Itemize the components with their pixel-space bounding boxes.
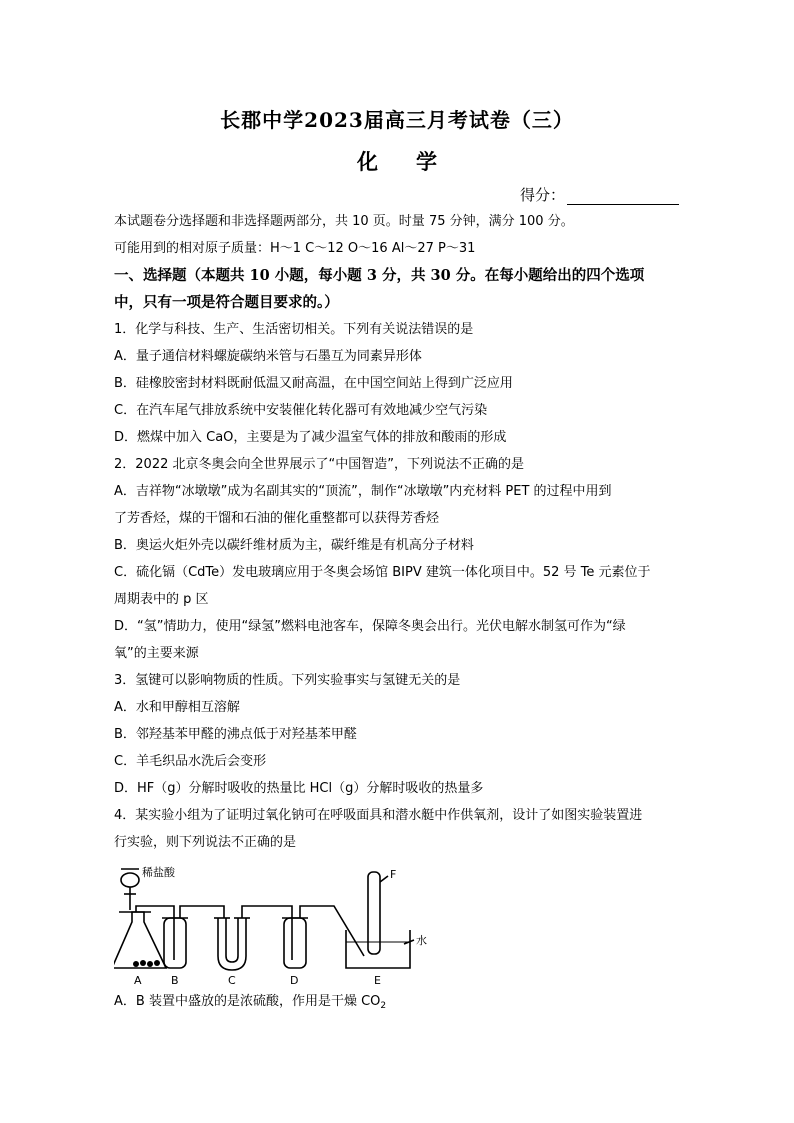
q1-option-c: C．在汽车尾气排放系统中安装催化转化器可有效地减少空气污染 xyxy=(114,403,488,418)
label-c: C xyxy=(228,974,236,987)
intro-line-2: 可能用到的相对原子质量：H～1 C～12 O～16 Al～27 P～31 xyxy=(114,241,476,256)
score-field[interactable] xyxy=(520,184,679,205)
q4-option-a-text: A．B 装置中盛放的是浓硫酸，作用是干燥 CO xyxy=(114,994,381,1009)
q2-option-d-line-2: 氧”的主要来源 xyxy=(114,646,199,661)
intro-line-1: 本试题卷分选择题和非选择题两部分，共 10 页。时量 75 分钟，满分 100 分。 xyxy=(114,214,574,229)
q2-stem: 2．2022 北京冬奥会向全世界展示了“中国智造”，下列说法不正确的是 xyxy=(114,457,524,472)
q2-option-b: B．奥运火炬外壳以碳纤维材质为主，碳纤维是有机高分子材料 xyxy=(114,538,474,553)
label-a: A xyxy=(134,974,142,987)
q1-option-a: A．量子通信材料螺旋碳纳米管与石墨互为同素异形体 xyxy=(114,349,422,364)
q3-option-d: D．HF（g）分解时吸收的热量比 HCl（g）分解时吸收的热量多 xyxy=(114,781,484,796)
flask-a xyxy=(114,912,166,968)
q4-stem-line-1: 4．某实验小组为了证明过氧化钠可在呼吸面具和潜水艇中作供氧剂，设计了如图实验装置进 xyxy=(114,808,643,823)
score-label: 得分： xyxy=(520,186,566,204)
q2-option-a-line-2: 了芳香烃，煤的干馏和石油的催化重整都可以获得芳香烃 xyxy=(114,511,440,526)
apparatus-figure xyxy=(114,856,684,988)
label-b: B xyxy=(171,974,179,987)
q2-option-c-line-1: C．硫化镉（CdTe）发电玻璃应用于冬奥会场馆 BIPV 建筑一体化项目中。52 号 Te 元素位于 xyxy=(114,565,651,580)
q2-option-c-line-2: 周期表中的 p 区 xyxy=(114,592,209,607)
q1-stem: 1．化学与科技、生产、生活密切相关。下列有关说法错误的是 xyxy=(114,322,474,337)
subject-title xyxy=(0,146,794,176)
q3-option-b: B．邻羟基苯甲醛的沸点低于对羟基苯甲醛 xyxy=(114,727,357,742)
section-heading-line-1: 一、选择题（本题共 10 小题，每小题 3 分，共 30 分。在每小题给出的四个选项 xyxy=(114,267,645,284)
q4-option-a-subscript: 2 xyxy=(380,1001,387,1011)
q2-option-a-line-1: A．吉祥物“冰墩墩”成为名副其实的“顶流”，制作“冰墩墩”内充材料 PET 的过程中用到 xyxy=(114,484,612,499)
exam-body xyxy=(114,208,684,1015)
q2-option-d-line-1: D．“氢”情助力，使用“绿氢”燃料电池客车，保障冬奥会出行。光伏电解水制氢可作为“绿 xyxy=(114,619,626,634)
bottle-d xyxy=(284,918,306,968)
q3-option-a: A．水和甲醇相互溶解 xyxy=(114,700,240,715)
label-f: F xyxy=(390,868,397,881)
score-blank[interactable] xyxy=(567,190,679,205)
exam-title: 长郡中学2023届高三月考试卷（三） xyxy=(220,108,574,132)
apparatus-diagram xyxy=(114,860,454,988)
subject-char-2: 学 xyxy=(416,149,437,174)
trough-e xyxy=(346,930,410,968)
label-acid: 稀盐酸 xyxy=(142,866,175,879)
q4-option-a xyxy=(114,988,684,1015)
q3-stem: 3．氢键可以影响物质的性质。下列实验事实与氢键无关的是 xyxy=(114,673,461,688)
q4-stem-line-2: 行实验，则下列说法不正确的是 xyxy=(114,835,297,850)
funnel-bulb xyxy=(121,873,139,887)
q1-option-b: B．硅橡胶密封材料既耐低温又耐高温，在中国空间站上得到广泛应用 xyxy=(114,376,513,391)
bottle-b xyxy=(164,918,186,968)
label-d: D xyxy=(290,974,299,987)
section-heading-line-2: 中，只有一项是符合题目要求的。） xyxy=(114,294,339,311)
q3-option-c: C．羊毛织品水洗后会变形 xyxy=(114,754,267,769)
label-e: E xyxy=(374,974,381,987)
q1-option-d: D．燃煤中加入 CaO，主要是为了减少温室气体的排放和酸雨的形成 xyxy=(114,430,507,445)
label-water: 水 xyxy=(416,934,427,947)
subject-char-1: 化 xyxy=(357,149,378,174)
